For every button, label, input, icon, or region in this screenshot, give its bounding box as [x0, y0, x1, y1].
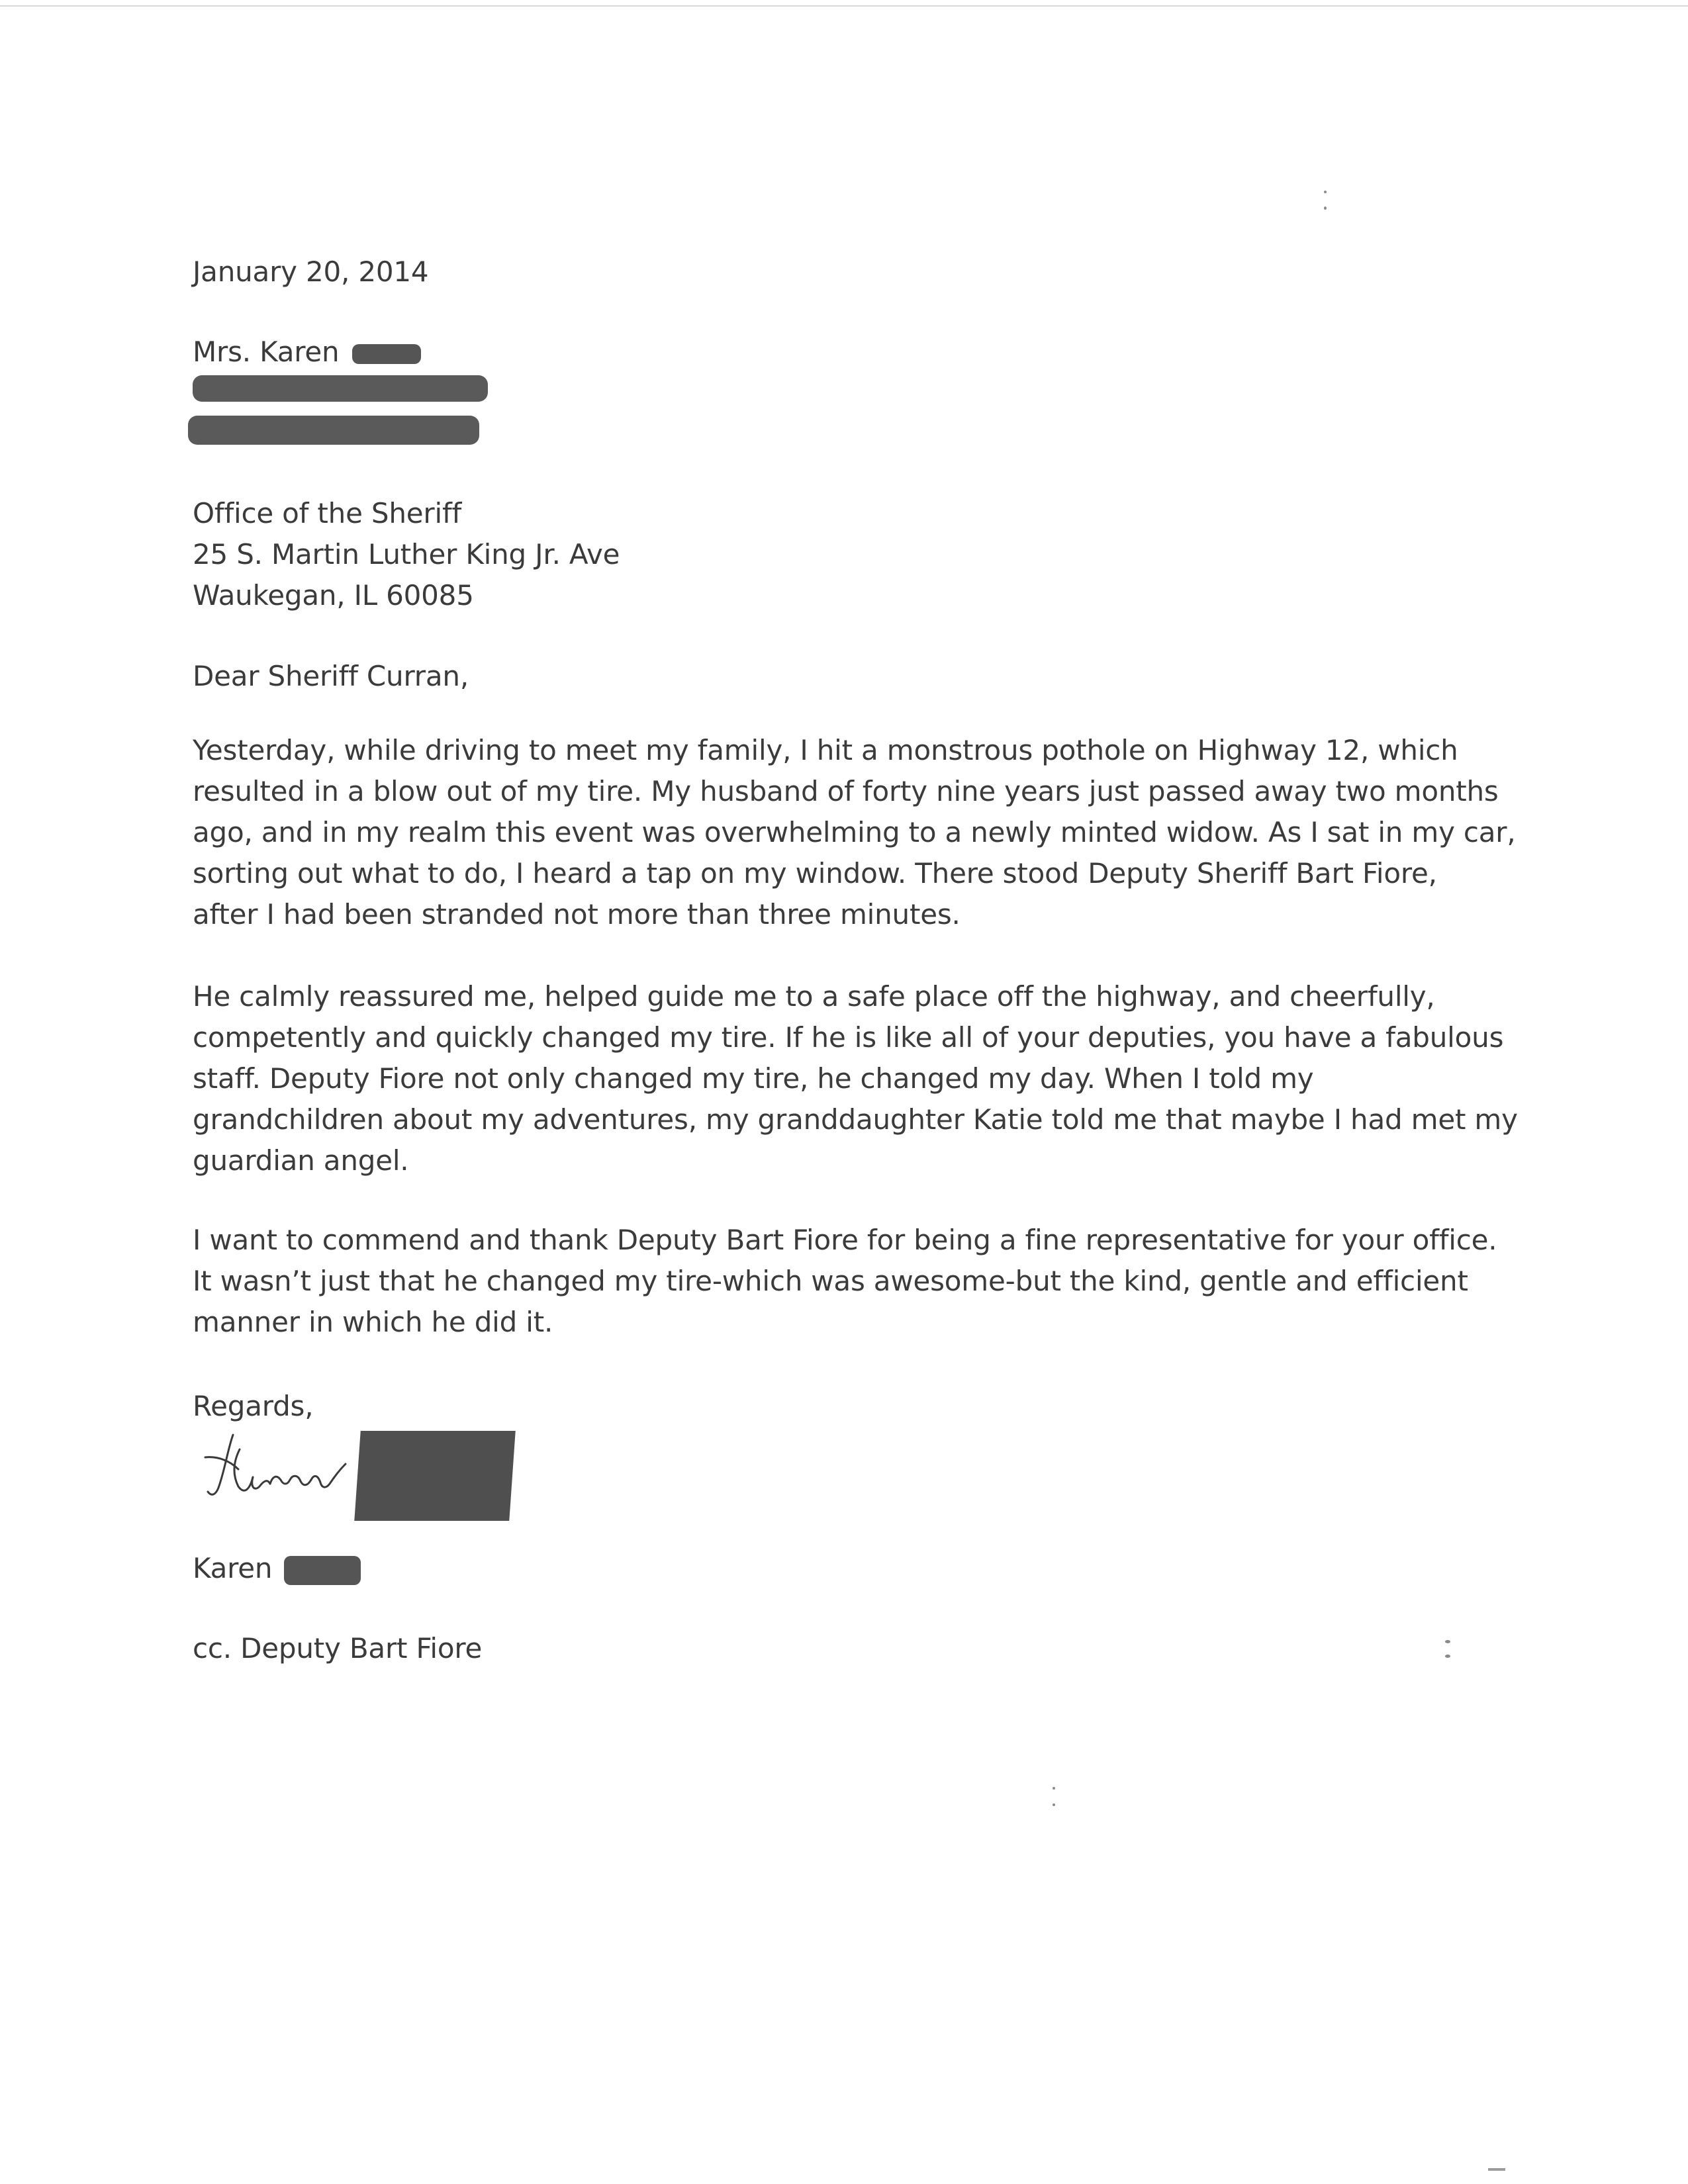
signer-name: Karen [193, 1552, 273, 1584]
paragraph-line: sorting out what to do, I heard a tap on my window. There stood Deputy Sheriff Bart Fiore, [193, 857, 1437, 889]
recipient-street: 25 S. Martin Luther King Jr. Ave [193, 538, 620, 570]
sender-name-line [193, 332, 421, 373]
recipient-office: Office of the Sheriff [193, 497, 462, 529]
paragraph-line: Yesterday, while driving to meet my family, I hit a monstrous pothole on Highway 12, which [193, 734, 1458, 766]
paragraph-line: guardian angel. [193, 1144, 409, 1177]
scan-edge [0, 5, 1688, 7]
redacted-address-line-2 [188, 416, 479, 445]
salutation: Dear Sheriff Curran, [193, 660, 469, 692]
scan-speck [1324, 191, 1327, 193]
paragraph-line: It wasn’t just that he changed my tire-which was awesome-but the kind, gentle and efficient [193, 1265, 1468, 1297]
letter-date: January 20, 2014 [193, 255, 429, 288]
paragraph-line: He calmly reassured me, helped guide me to a safe place off the highway, and cheerfully, [193, 980, 1435, 1013]
recipient-city: Waukegan, IL 60085 [193, 579, 474, 612]
redacted-signature-stamp [354, 1431, 516, 1521]
scan-speck [1445, 1655, 1450, 1658]
paragraph-line: manner in which he did it. [193, 1306, 553, 1338]
paragraph-line: after I had been stranded not more than three minutes. [193, 898, 961, 931]
scan-speck [1324, 206, 1327, 210]
body-paragraph-3 [193, 1220, 1497, 1343]
redaction-mark [352, 344, 421, 364]
paragraph-line: staff. Deputy Fiore not only changed my tire, he changed my day. When I told my [193, 1062, 1314, 1095]
sender-name: Mrs. Karen [193, 336, 340, 368]
paragraph-line: grandchildren about my adventures, my granddaughter Katie told me that maybe I had met my [193, 1103, 1518, 1136]
scan-mark [1488, 2168, 1505, 2171]
paragraph-line: resulted in a blow out of my tire. My husband of forty nine years just passed away two months [193, 775, 1499, 807]
scan-speck [1445, 1640, 1450, 1643]
paragraph-line: I want to commend and thank Deputy Bart Fiore for being a fine representative for your office. [193, 1224, 1497, 1256]
signer-name-line [193, 1548, 361, 1589]
cc-line: cc. Deputy Bart Fiore [193, 1632, 483, 1664]
paragraph-line: competently and quickly changed my tire. If he is like all of your deputies, you have a fabulous [193, 1021, 1504, 1054]
scan-speck [1053, 1803, 1055, 1806]
body-paragraph-1 [193, 730, 1516, 935]
recipient-address [193, 493, 620, 616]
scan-speck [1053, 1787, 1055, 1790]
paragraph-line: ago, and in my realm this event was overwhelming to a newly minted widow. As I sat in my car, [193, 816, 1516, 848]
handwritten-signature [199, 1423, 371, 1509]
body-paragraph-2 [193, 976, 1518, 1181]
closing: Regards, [193, 1390, 314, 1422]
redacted-address-line-1 [193, 375, 488, 402]
redaction-mark [284, 1556, 361, 1585]
